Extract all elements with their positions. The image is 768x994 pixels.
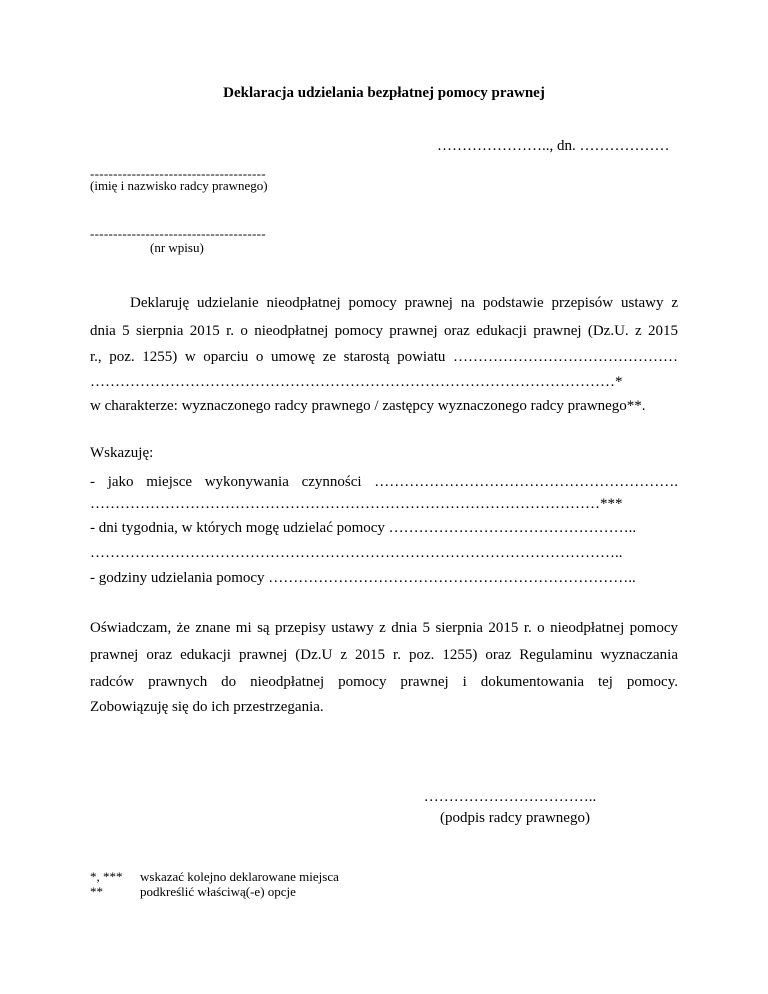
name-dash-line: -------------------------------------- <box>90 166 266 181</box>
indicate-days: - dni tygodnia, w których mogę udzielać pomocy ………………………………………….. <box>90 520 637 536</box>
footnote-2-marker: ** <box>90 884 103 899</box>
footnote-2 <box>90 884 296 900</box>
statement-line-1: Oświadczam, że znane mi są przepisy ustawy z dnia 5 sierpnia 2015 r. o nieodpłatnej pomocy <box>90 620 678 636</box>
name-caption: (imię i nazwisko radcy prawnego) <box>90 178 268 193</box>
footnote-2-text: podkreślić właściwą(-e) opcje <box>140 884 296 899</box>
indicate-heading: Wskazuję: <box>90 445 154 461</box>
place-date-line: ………………….., dn. ……………… <box>437 138 670 154</box>
signature-dots: …………………………….. <box>423 789 597 805</box>
signature-caption: (podpis radcy prawnego) <box>440 810 590 826</box>
declaration-line-2: dnia 5 sierpnia 2015 r. o nieodpłatnej pomocy prawnej oraz edukacji prawnej (Dz.U. z 2015 <box>90 323 678 339</box>
footnote-1 <box>90 869 339 885</box>
declaration-line-1: Deklaruję udzielanie nieodpłatnej pomocy prawnej na podstawie przepisów ustawy z <box>130 295 678 311</box>
declaration-line-4: ……………………………………………………………………………………………* <box>90 374 623 390</box>
declaration-line-3: r., poz. 1255) w oparciu o umowę ze starostą powiatu ……………………………………… <box>90 349 678 365</box>
statement-line-2: prawnej oraz edukacji prawnej (Dz.U z 2015 r. poz. 1255) oraz Regulaminu wyznaczania <box>90 647 678 663</box>
declaration-line-5: w charakterze: wyznaczonego radcy prawnego / zastępcy wyznaczonego radcy prawnego**. <box>90 398 646 414</box>
footnote-1-text: wskazać kolejno deklarowane miejsca <box>140 869 339 884</box>
indicate-place-cont: …………………………………………………………………………………………*** <box>90 496 623 512</box>
indicate-place: - jako miejsce wykonywania czynności ……………………………………………………. <box>90 474 678 490</box>
indicate-days-cont: …………………………………………………………………………………………….. <box>90 545 623 561</box>
indicate-hours: - godziny udzielania pomocy ……………………………………………………………….. <box>90 570 636 586</box>
number-dash-line: -------------------------------------- <box>90 226 266 241</box>
document-title: Deklaracja udzielania bezpłatnej pomocy prawnej <box>223 85 545 101</box>
statement-line-3: radców prawnych do nieodpłatnej pomocy prawnej i dokumentowania tej pomocy. <box>90 674 678 690</box>
footnote-1-marker: *, *** <box>90 869 123 884</box>
statement-line-4: Zobowiązuję się do ich przestrzegania. <box>90 699 324 715</box>
number-caption: (nr wpisu) <box>150 240 204 255</box>
